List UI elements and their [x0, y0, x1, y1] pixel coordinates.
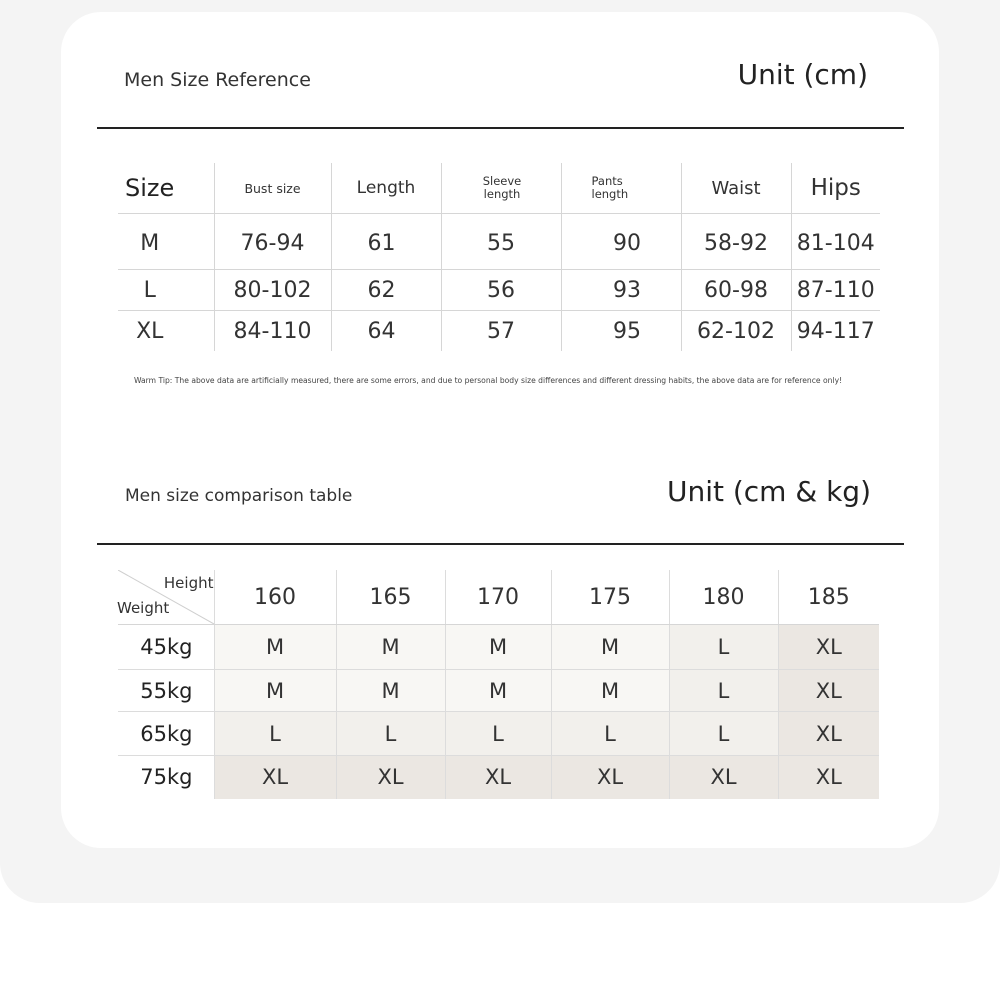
size-row	[118, 214, 880, 270]
header-sleeve-length	[441, 163, 561, 214]
height-header: 160	[214, 570, 336, 625]
size-cell: L	[669, 625, 778, 670]
size-cell: XL	[669, 756, 778, 799]
hips-cell: 87-110	[791, 270, 880, 311]
size-cell: L	[336, 712, 445, 756]
section1-divider	[97, 127, 904, 129]
size-table-header-row	[118, 163, 880, 214]
header-hips: Hips	[791, 163, 880, 214]
size-cell: M	[336, 625, 445, 670]
comparison-table-title: Men size comparison table	[125, 486, 353, 506]
header-length: Length	[331, 163, 441, 214]
size-comparison-table	[118, 570, 879, 799]
length-cell: 64	[331, 311, 441, 352]
size-cell: M	[214, 670, 336, 712]
pants-cell: 90	[561, 214, 681, 270]
weight-label: 75kg	[118, 756, 214, 799]
weight-row	[118, 625, 879, 670]
header-waist: Waist	[681, 163, 791, 214]
sleeve-cell: 55	[441, 214, 561, 270]
size-cell: L	[551, 712, 669, 756]
size-cell: XL	[214, 756, 336, 799]
corner-cell	[118, 570, 214, 625]
height-header: 175	[551, 570, 669, 625]
size-cell: XL	[778, 670, 879, 712]
weight-row	[118, 756, 879, 799]
size-cell: L	[214, 712, 336, 756]
length-cell: 62	[331, 270, 441, 311]
header-size: Size	[118, 163, 214, 214]
header-sleeve-line2: length	[483, 187, 521, 201]
size-cell: XL	[778, 712, 879, 756]
hips-cell: 81-104	[791, 214, 880, 270]
length-cell: 61	[331, 214, 441, 270]
header-sleeve-line1: Sleeve	[482, 174, 522, 188]
size-cell: XL	[445, 756, 551, 799]
size-cell: M	[336, 670, 445, 712]
weight-row	[118, 670, 879, 712]
header-pants-line2: length	[591, 187, 629, 201]
height-axis-label: Height	[163, 574, 214, 592]
size-cell: M	[551, 625, 669, 670]
header-pants-line1: Pants	[591, 174, 623, 188]
weight-label: 65kg	[118, 712, 214, 756]
size-cell: XL	[778, 625, 879, 670]
height-header: 185	[778, 570, 879, 625]
comparison-table-unit: Unit (cm & kg)	[666, 475, 871, 508]
waist-cell: 62-102	[681, 311, 791, 352]
size-cell: XL	[778, 756, 879, 799]
size-cell: M	[445, 625, 551, 670]
size-cell: M	[551, 670, 669, 712]
section2-divider	[97, 543, 904, 545]
pants-cell: 93	[561, 270, 681, 311]
size-cell: XL	[336, 756, 445, 799]
size-cell: M	[445, 670, 551, 712]
size-row	[118, 311, 880, 352]
size-reference-title: Men Size Reference	[124, 69, 311, 91]
bust-cell: 84-110	[214, 311, 331, 352]
size-reference-table	[118, 163, 880, 351]
bust-cell: 76-94	[214, 214, 331, 270]
weight-row	[118, 712, 879, 756]
waist-cell: 60-98	[681, 270, 791, 311]
height-header: 165	[336, 570, 445, 625]
height-header-row	[118, 570, 879, 625]
size-cell: L	[445, 712, 551, 756]
size-cell: L	[118, 270, 214, 311]
warm-tip-note: Warm Tip: The above data are artificially measured, there are some errors, and due to personal body size differences and different dressing habits, the above data are for reference only!	[134, 376, 843, 385]
size-cell: XL	[118, 311, 214, 352]
weight-label: 55kg	[118, 670, 214, 712]
size-cell: M	[214, 625, 336, 670]
size-row	[118, 270, 880, 311]
sleeve-cell: 57	[441, 311, 561, 352]
size-cell: L	[669, 712, 778, 756]
header-bust: Bust size	[214, 163, 331, 214]
bust-cell: 80-102	[214, 270, 331, 311]
size-cell: M	[140, 231, 160, 256]
pants-cell: 95	[561, 311, 681, 352]
sleeve-cell: 56	[441, 270, 561, 311]
weight-label: 45kg	[118, 625, 214, 670]
waist-cell: 58-92	[681, 214, 791, 270]
height-header: 180	[669, 570, 778, 625]
hips-cell: 94-117	[791, 311, 880, 352]
size-cell: XL	[551, 756, 669, 799]
size-cell: L	[669, 670, 778, 712]
weight-axis-label: Weight	[117, 599, 170, 617]
header-pants-length	[561, 163, 681, 214]
size-reference-unit: Unit (cm)	[737, 58, 868, 91]
height-header: 170	[445, 570, 551, 625]
